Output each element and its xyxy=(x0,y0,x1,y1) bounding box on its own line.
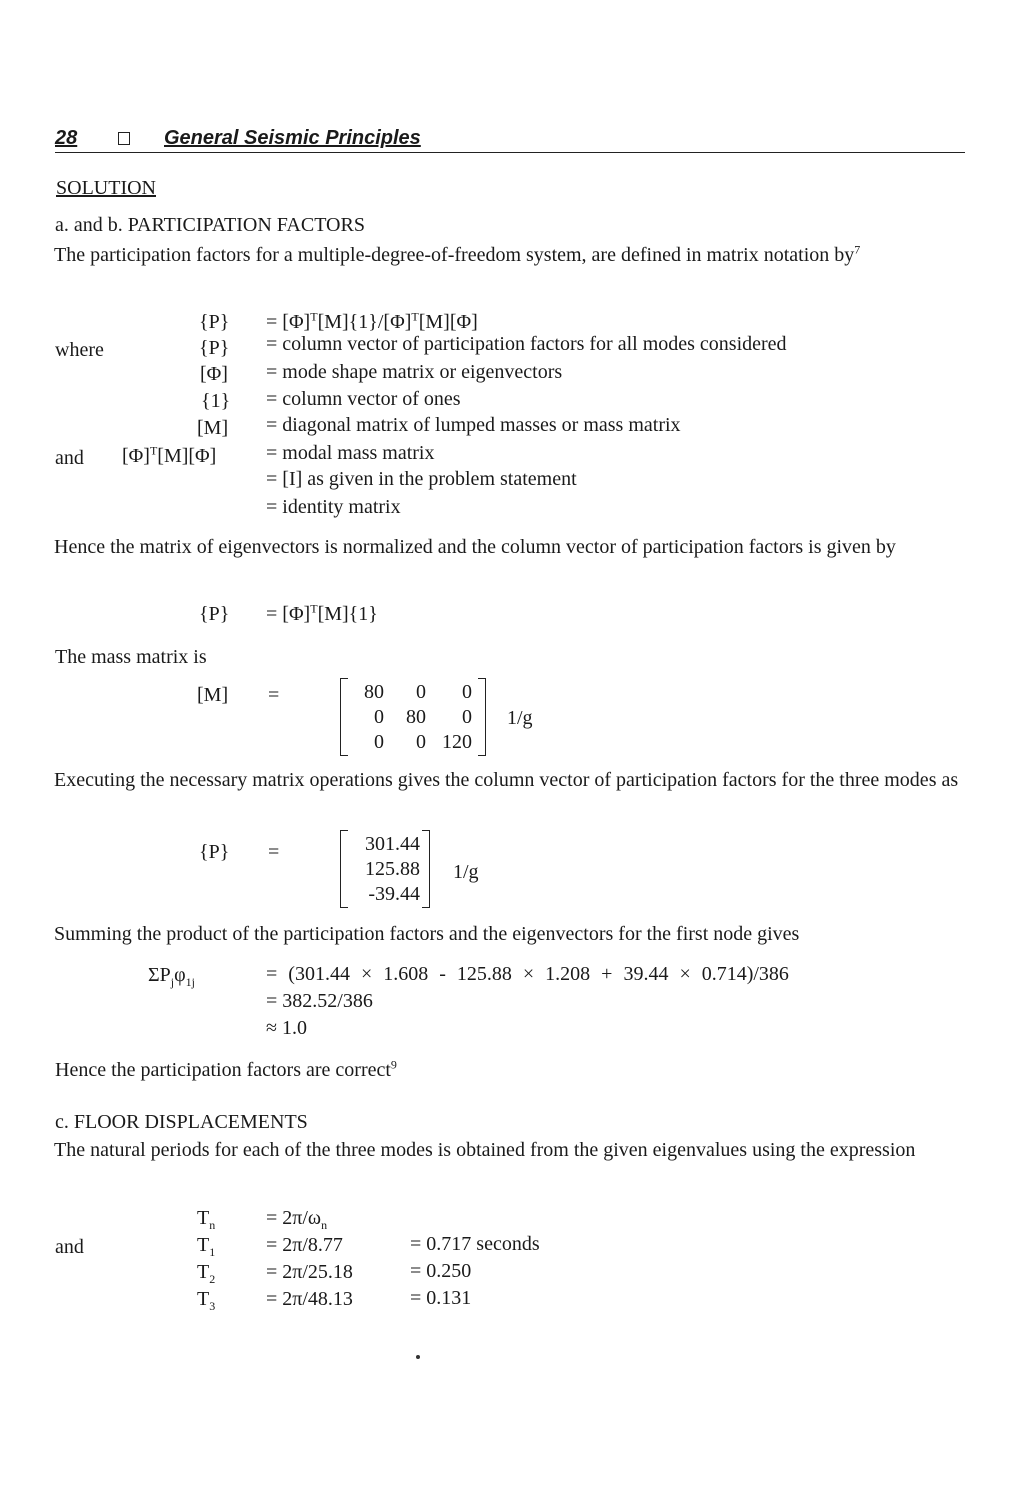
p-vector-unit: 1/g xyxy=(453,861,479,883)
sum-lhs: $\Sigma P_j\varphi_{1j}$ xyxy=(148,964,195,989)
p-definition-lhs: {P} xyxy=(199,311,230,333)
period-symbol: $T_n$ xyxy=(197,1207,216,1232)
sum-line-2: = 382.52/386 xyxy=(266,990,373,1012)
def-symbol-p: {P} xyxy=(199,337,230,359)
sum-paragraph: Summing the product of the participation factors and the eigenvectors for the first node gives xyxy=(54,923,800,945)
mass-equals: = xyxy=(268,684,280,706)
participation-vector xyxy=(340,830,430,908)
matrix-cell: 0 xyxy=(462,681,472,703)
mass-intro: The mass matrix is xyxy=(55,646,207,668)
vector-row xyxy=(340,857,430,882)
square-bullet-icon xyxy=(118,132,130,145)
section-ab-heading: a. and b. PARTICIPATION FACTORS xyxy=(55,214,365,236)
modal-mass-symbol: $[\Phi]^T[M][\Phi]$ xyxy=(122,443,217,467)
solution-heading: SOLUTION xyxy=(56,177,156,199)
vector-cell: 125.88 xyxy=(365,858,420,880)
period-symbol: $T_2$ xyxy=(197,1261,216,1286)
p-vector-lhs: {P} xyxy=(199,841,230,863)
and-label-c: and xyxy=(55,1236,84,1258)
and-label: and xyxy=(55,447,84,469)
period-expr: = 2π/25.18 xyxy=(266,1261,353,1283)
vector-row xyxy=(340,882,430,907)
p-eq-lhs: {P} xyxy=(199,603,230,625)
period-value: = 0.250 xyxy=(410,1260,472,1282)
matrix-cell: 0 xyxy=(462,706,472,728)
def-text-ones: = column vector of ones xyxy=(266,388,461,410)
where-label: where xyxy=(55,339,104,361)
p-definition-rhs: = $[\Phi]^T[M]\{1\}/[\Phi]^T[M][\Phi]$ xyxy=(266,309,478,333)
period-symbol: $T_3$ xyxy=(197,1288,216,1313)
period-value: = 0.131 xyxy=(410,1287,472,1309)
hence-paragraph: Hence the matrix of eigenvectors is normalized and the column vector of participation factors is given by xyxy=(54,536,896,558)
section-ab-intro: The participation factors for a multiple-degree-of-freedom system, are defined in matrix notation $by^7$ xyxy=(54,242,861,266)
matrix-cell: 0 xyxy=(416,731,426,753)
def-text-phi: = mode shape matrix or eigenvectors xyxy=(266,361,563,383)
exec-paragraph: Executing the necessary matrix operations gives the column vector of participation factors for the three modes as xyxy=(54,769,959,791)
section-c-heading: c. FLOOR DISPLACEMENTS xyxy=(55,1111,308,1133)
def-symbol-m: [M] xyxy=(197,417,229,439)
period-expr: = 2π/48.13 xyxy=(266,1288,353,1310)
modal-line-2: = [I] as given in the problem statement xyxy=(266,468,577,490)
def-symbol-phi: [Φ] xyxy=(200,363,228,385)
period-symbol: $T_1$ xyxy=(197,1234,216,1259)
def-text-m: = diagonal matrix of lumped masses or mass matrix xyxy=(266,414,681,436)
matrix-row xyxy=(340,680,486,705)
scan-speck xyxy=(416,1355,420,1359)
matrix-row xyxy=(340,705,486,730)
matrix-cell: 0 xyxy=(374,731,384,753)
sum-line-3: ≈ 1.0 xyxy=(266,1017,307,1039)
chapter-title: General Seismic Principles xyxy=(164,127,421,149)
mass-unit: 1/g xyxy=(507,707,533,729)
def-text-p: = column vector of participation factors for all modes considered xyxy=(266,333,787,355)
modal-line-3: = identity matrix xyxy=(266,496,401,518)
matrix-cell: 120 xyxy=(442,731,472,753)
sum-line-1: = (301.44 × 1.608 - 125.88 × 1.208 + 39.44 × 0.714)/386 xyxy=(266,963,789,985)
vector-row xyxy=(340,832,430,857)
period-value: = 0.717 seconds xyxy=(410,1233,540,1255)
period-expr: = 2π/8.77 xyxy=(266,1234,343,1256)
matrix-cell: 80 xyxy=(406,706,426,728)
p-vector-equals: = xyxy=(268,841,280,863)
page-number: 28 xyxy=(55,127,78,149)
correct-statement: Hence the participation factors are correct$^9$ xyxy=(55,1057,397,1081)
def-symbol-ones: {1} xyxy=(201,390,231,412)
matrix-row xyxy=(340,730,486,755)
mass-matrix-lhs: [M] xyxy=(197,684,229,706)
p-eq-rhs: = $[\Phi]^T[M]\{1\}$ xyxy=(266,601,378,625)
section-c-intro: The natural periods for each of the three modes is obtained from the given eigenvalues using the expression xyxy=(54,1139,916,1161)
period-expr: = $2\pi/\omega_n$ xyxy=(266,1207,328,1232)
modal-line-1: = modal mass matrix xyxy=(266,442,435,464)
matrix-cell: 0 xyxy=(416,681,426,703)
matrix-cell: 80 xyxy=(364,681,384,703)
running-header xyxy=(55,126,965,153)
matrix-cell: 0 xyxy=(374,706,384,728)
mass-matrix xyxy=(340,678,486,756)
vector-cell: -39.44 xyxy=(368,883,420,905)
vector-cell: 301.44 xyxy=(365,833,420,855)
